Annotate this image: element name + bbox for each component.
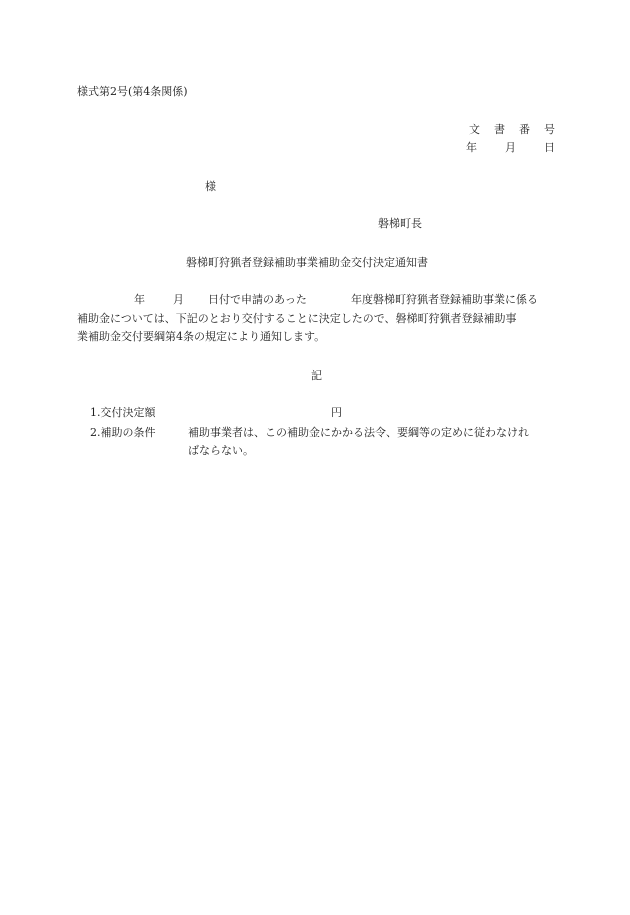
date-field [466,142,555,153]
conditions-text-continued: ばならない。 [188,444,254,457]
yen-unit: 円 [331,406,342,419]
date-month-label: 月 [505,141,516,154]
doc-number-char: 文 [469,123,480,136]
body-date-phrase: 日付で申請のあった [208,293,307,306]
sender: 磐梯町長 [378,217,422,230]
document-title: 磐梯町狩猟者登録補助事業補助金交付決定通知書 [186,256,428,269]
ki-heading: 記 [311,369,322,382]
form-label: 様式第2号(第4条関係) [77,85,188,98]
item-label: 2.補助の条件 [90,426,156,439]
addressee: 様 [205,180,216,193]
body-month-label: 月 [173,293,184,306]
date-year-label: 年 [466,141,477,154]
date-day-label: 日 [544,141,555,154]
body-year-label: 年 [134,293,145,306]
conditions-text: 補助事業者は、この補助金にかかる法令、要綱等の定めに従わなけれ [188,426,529,439]
doc-number-char: 号 [544,123,555,136]
body-fiscal-year-phrase: 年度磐梯町狩猟者登録補助事業に係る [351,293,538,306]
doc-number-char: 書 [494,123,505,136]
body-line-2: 補助金については、下記のとおり交付することに決定したので、磐梯町狩猟者登録補助事 [77,312,517,325]
body-line-3: 業補助金交付要綱第4条の規定により通知します。 [77,330,326,343]
item-label: 1.交付決定額 [90,406,156,419]
doc-number-char: 番 [519,123,530,136]
document-number-field [469,124,555,135]
